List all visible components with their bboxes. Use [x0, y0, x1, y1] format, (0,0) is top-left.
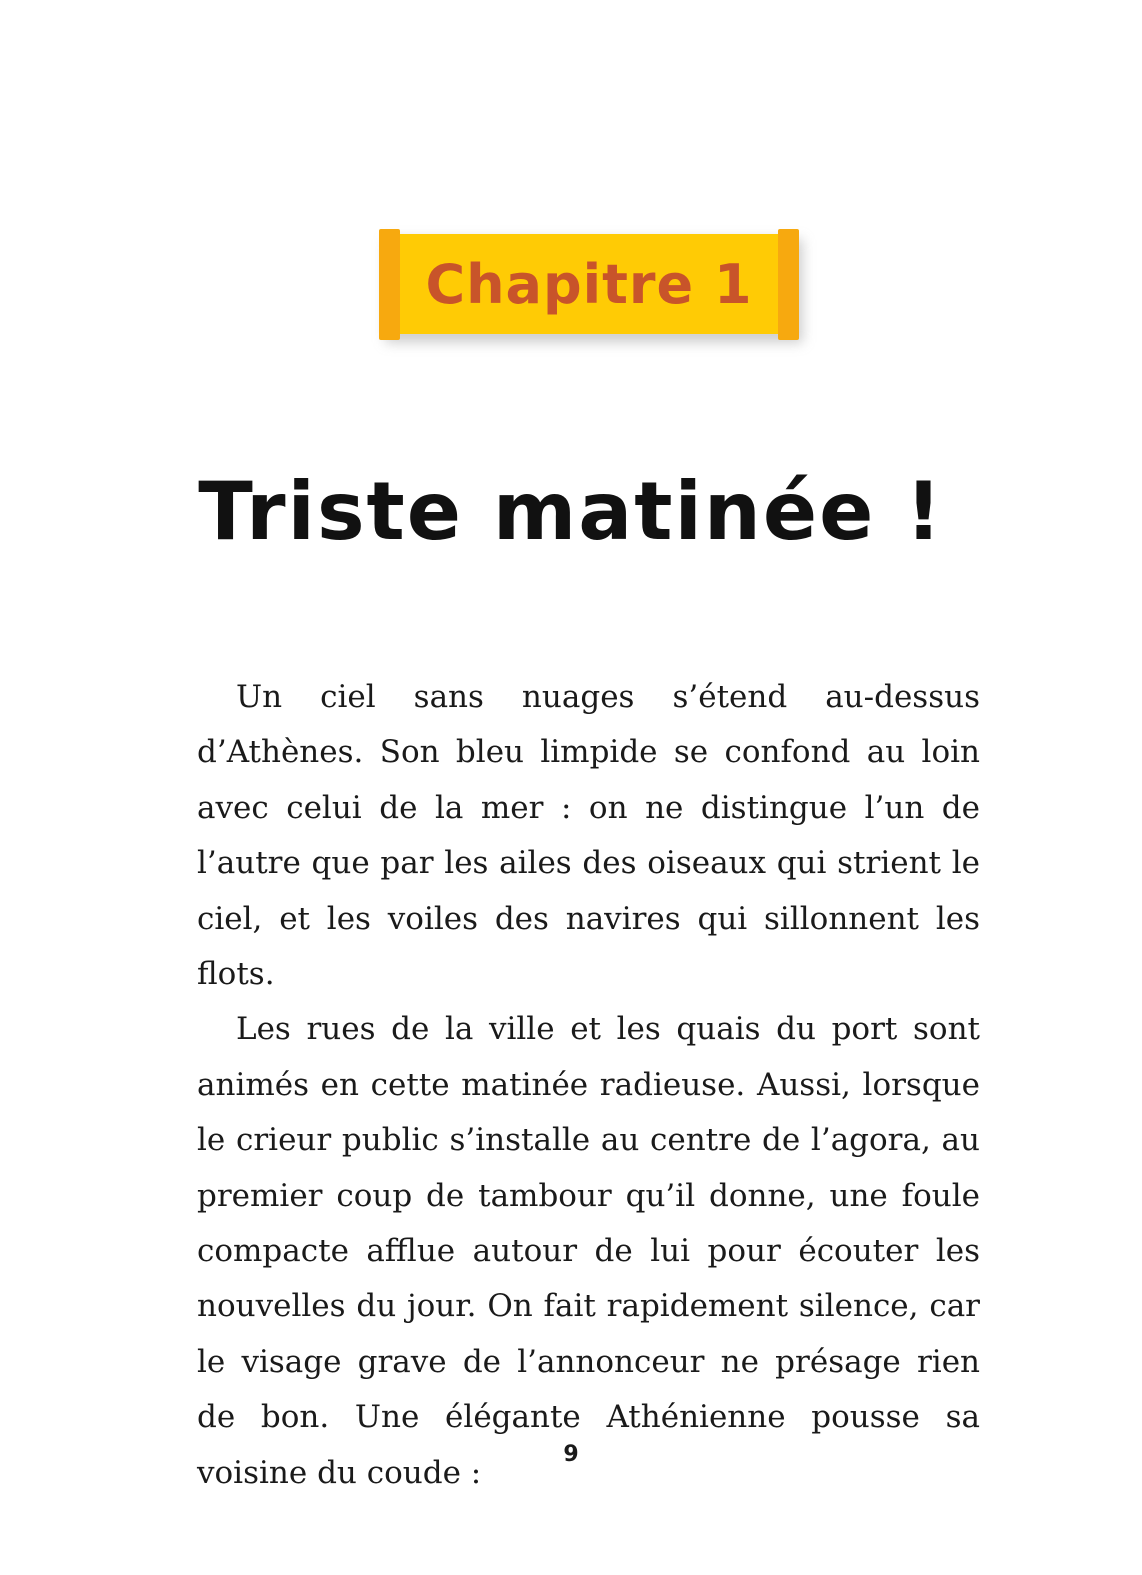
paragraph-2: Les rues de la ville et les quais du port sont animés en cette matinée radieuse. Aussi, lorsque le crieur public s’installe au centre de l’agora, au premier coup de tambour qu’il donne, une foule compacte afflue autour de lui pour écouter les nouvelles du jour. On fait rapidement silence, car le visage grave de l’annonceur ne présage rien de bon. Une élégante Athénienne pousse sa voisine du coude :: [197, 1011, 980, 1491]
page-number: 9: [563, 1442, 579, 1467]
chapter-title: Triste matinée !: [198, 465, 944, 558]
paragraph-1: Un ciel sans nuages s’étend au-dessus d’Athènes. Son bleu limpide se confond au loin avec celui de la mer : on ne distingue l’un de l’autre que par les ailes des oiseaux qui strient le ciel, et les voiles des navires qui sillonnent les flots.: [197, 679, 980, 993]
body-text: [197, 670, 980, 1501]
chapter-label: Chapitre 1: [425, 252, 753, 316]
chapter-banner: [379, 229, 799, 340]
